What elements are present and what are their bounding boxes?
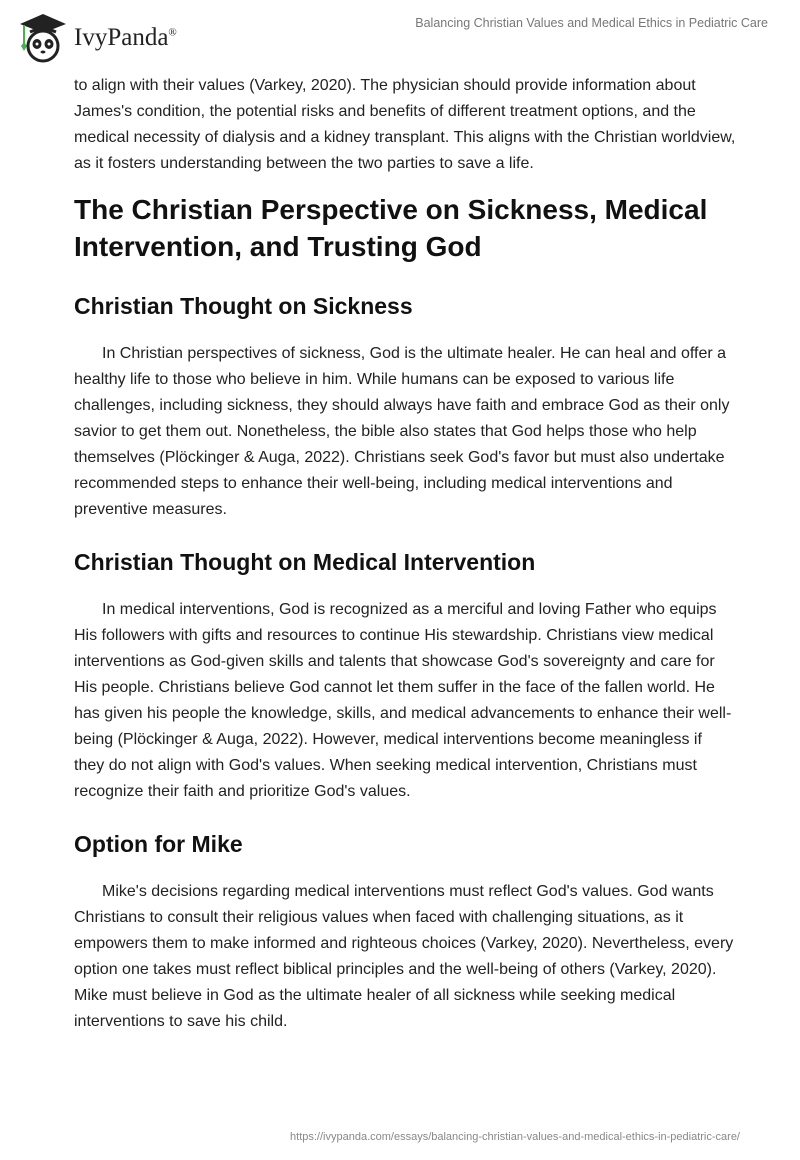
logo-text: IvyPanda®: [74, 24, 177, 51]
panda-graduate-icon: [18, 12, 68, 64]
source-url-link[interactable]: https://ivypanda.com/essays/balancing-christian-values-and-medical-ethics-in-pediatric-care/: [290, 1131, 740, 1143]
paragraph-sickness: In Christian perspectives of sickness, God is the ultimate healer. He can heal and offer a healthy life to those who believe in him. While humans can be exposed to various life challenges, including sickness, they should always have faith and embrace God as their only savior to get them out. Nonetheless, the bible also states that God helps those who help themselves (Plöckinger & Auga, 2022). Christians seek God's favor but must also undertake recommended steps to enhance their well-being, including medical interventions and preventive measures.: [74, 345, 730, 518]
ivypanda-logo[interactable]: [18, 12, 177, 64]
subsection-heading-option-for-mike: Option for Mike: [74, 831, 243, 857]
section-heading: The Christian Perspective on Sickness, Medical Intervention, and Trusting God: [74, 194, 708, 262]
document-title: Balancing Christian Values and Medical Ethics in Pediatric Care: [415, 16, 768, 30]
subsection-heading-sickness: Christian Thought on Sickness: [74, 293, 413, 319]
paragraph-medical-intervention: In medical interventions, God is recognized as a merciful and loving Father who equips His followers with gifts and resources to continue His stewardship. Christians view medical interventions as God-given skills and talents that showcase God's sovereignty and care for His people. Christians believe God cannot let them suffer in the face of the fallen world. He has given his people the knowledge, skills, and medical advancements to enhance their well-being (Plöckinger & Auga, 2022). However, medical interventions become meaningless if they do not align with God's values. When seeking medical intervention, Christians must recognize their faith and prioritize God's values.: [74, 601, 732, 800]
intro-paragraph: to align with their values (Varkey, 2020). The physician should provide information about James's condition, the potential risks and benefits of different treatment options, and the medical necessity of dialysis and a kidney transplant. This aligns with the Christian worldview, as it fosters understanding between the two parties to save a life.: [74, 77, 736, 172]
subsection-heading-medical-intervention: Christian Thought on Medical Intervention: [74, 549, 536, 575]
paragraph-option-for-mike: Mike's decisions regarding medical interventions must reflect God's values. God wants Christians to consult their religious values when faced with challenging situations, as it empowers them to make informed and righteous choices (Varkey, 2020). Nevertheless, every option one takes must reflect biblical principles and the well-being of others (Varkey, 2020). Mike must believe in God as the ultimate healer of all sickness while seeking medical interventions to save his child.: [74, 883, 734, 1030]
